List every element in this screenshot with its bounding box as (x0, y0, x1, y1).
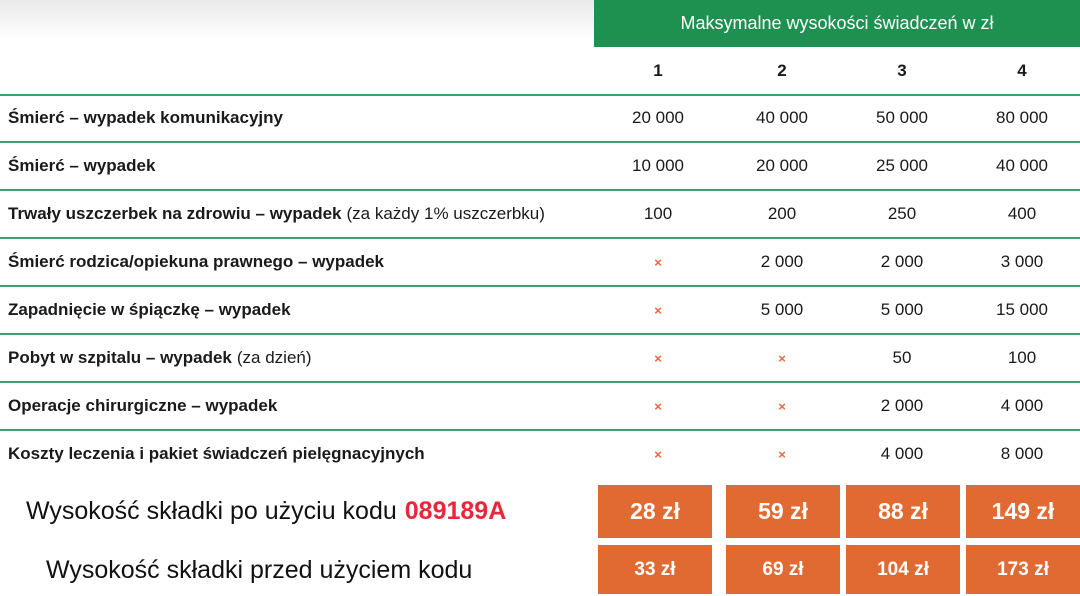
benefit-value: 80 000 (996, 108, 1048, 127)
benefit-label (8, 287, 291, 333)
not-covered-icon: × (654, 302, 662, 318)
benefit-value: 8 000 (1000, 444, 1044, 463)
tier-2-header: 2 (777, 60, 787, 80)
benefit-name: Zapadnięcie w śpiączkę – wypadek (8, 300, 291, 319)
benefit-label (8, 335, 312, 381)
not-covered-icon: × (778, 398, 786, 414)
benefit-value: 250 (887, 204, 917, 223)
benefit-value: 15 000 (996, 300, 1048, 319)
benefit-row (0, 191, 1080, 239)
benefit-name: Koszty leczenia i pakiet świadczeń pielęgnacyjnych (8, 444, 425, 463)
premium-before-tier-2: 69 zł (726, 545, 840, 594)
not-covered-icon: × (778, 350, 786, 366)
premium-before-label (46, 544, 472, 596)
benefit-label (8, 191, 545, 237)
not-covered-icon: × (654, 398, 662, 414)
benefit-name: Śmierć rodzica/opiekuna prawnego – wypadek (8, 252, 385, 271)
not-covered-icon: × (654, 446, 662, 462)
premium-after-text: Wysokość składki po użyciu kodu (26, 496, 397, 525)
benefit-label (8, 431, 425, 477)
not-covered-icon: × (654, 254, 662, 270)
benefit-value: 40 000 (756, 108, 808, 127)
benefit-value: 20 000 (756, 156, 808, 175)
tier-header-row (0, 47, 1080, 96)
promo-code: 089189A (404, 496, 507, 525)
benefit-value: 4 000 (880, 444, 924, 463)
benefit-value: 50 (892, 348, 912, 367)
benefit-value: 3 000 (1000, 252, 1044, 271)
benefit-value: 100 (1007, 348, 1037, 367)
premium-after-label (26, 485, 506, 537)
premium-after-tier-3: 88 zł (846, 485, 960, 538)
benefit-value: 40 000 (996, 156, 1048, 175)
benefits-header-title: Maksymalne wysokości świadczeń w zł (680, 13, 994, 33)
benefit-name: Śmierć – wypadek (8, 156, 156, 175)
benefit-name: Trwały uszczerbek na zdrowiu – wypadek (8, 204, 342, 223)
benefit-row (0, 287, 1080, 335)
not-covered-icon: × (778, 446, 786, 462)
top-fade-decoration (0, 0, 594, 40)
benefit-name: Operacje chirurgiczne – wypadek (8, 396, 278, 415)
benefit-value: 2 000 (880, 396, 924, 415)
benefit-note: (za dzień) (236, 348, 312, 367)
tier-1-header: 1 (653, 60, 663, 80)
benefit-value: 10 000 (632, 156, 684, 175)
not-covered-icon: × (654, 350, 662, 366)
benefit-label (8, 383, 277, 429)
benefit-row (0, 335, 1080, 383)
tier-3-header: 3 (897, 60, 907, 80)
benefits-header (594, 0, 1080, 47)
tier-4-header: 4 (1017, 60, 1027, 80)
benefit-row (0, 431, 1080, 477)
benefit-value: 400 (1007, 204, 1037, 223)
premium-before-tier-4: 173 zł (966, 545, 1080, 594)
premium-before-tier-3: 104 zł (846, 545, 960, 594)
benefit-label (8, 239, 384, 285)
benefit-value: 20 000 (632, 108, 684, 127)
premium-before-tier-1: 33 zł (598, 545, 712, 594)
benefit-value: 2 000 (880, 252, 924, 271)
benefit-label (8, 143, 155, 189)
benefit-value: 5 000 (760, 300, 804, 319)
benefit-value: 200 (767, 204, 797, 223)
benefit-row (0, 383, 1080, 431)
benefit-value: 2 000 (760, 252, 804, 271)
benefit-note: (za każdy 1% uszczerbku) (346, 204, 545, 223)
benefit-value: 25 000 (876, 156, 928, 175)
premium-after-tier-2: 59 zł (726, 485, 840, 538)
premium-after-tier-1: 28 zł (598, 485, 712, 538)
benefit-name: Śmierć – wypadek komunikacyjny (8, 108, 283, 127)
benefit-name: Pobyt w szpitalu – wypadek (8, 348, 232, 367)
benefit-row (0, 95, 1080, 143)
benefit-value: 5 000 (880, 300, 924, 319)
benefit-value: 50 000 (876, 108, 928, 127)
benefit-label (8, 95, 283, 141)
premium-before-text: Wysokość składki przed użyciem kodu (46, 555, 473, 584)
benefit-value: 100 (643, 204, 673, 223)
benefit-row (0, 239, 1080, 287)
benefit-row (0, 143, 1080, 191)
premium-after-tier-4: 149 zł (966, 485, 1080, 538)
benefit-value: 4 000 (1000, 396, 1044, 415)
